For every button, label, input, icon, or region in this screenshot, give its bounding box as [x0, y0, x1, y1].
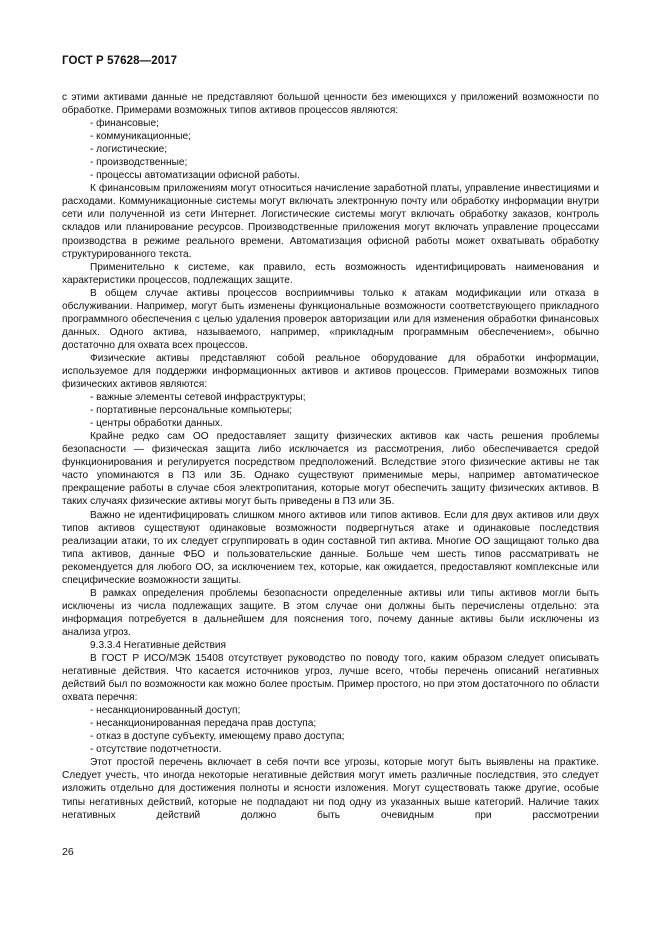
list-item: - несанкционированная передача прав доступа; [90, 718, 317, 730]
standard-code-header: ГОСТ Р 57628—2017 [62, 55, 178, 67]
paragraph: В рамках определения проблемы безопасности определенные активы или типы активов могли быть исключены из числа подлежащих защите. В этом случае они должны быть перечислены отдельно: эта информация потребуется в дальнейшем для пояснения того, почему данные активы были исключены из анализа угроз. [62, 587, 599, 638]
paragraph: К финансовым приложениям могут относиться начисление заработной платы, управление инвестициями и расходами. Коммуникационные системы могут включать электронную почту или обработку информации внутри сети или полученной из сети Интернет. Логистические системы могут включать обработку заказов, контроль складов или планирование ресурсов. Производственные приложения могут включать управление процессами производства в режиме реального времени. Автоматизация офисной работы может охватывать обработку структурированного текста. [62, 183, 599, 260]
body-text [62, 91, 599, 822]
paragraph: Применительно к системе, как правило, есть возможность идентифицировать наименования и характеристики процессов, подлежащих защите. [62, 261, 599, 286]
paragraph: 9.3.3.4 Негативные действия [90, 639, 226, 651]
paragraph: Важно не идентифицировать слишком много активов или типов активов. Если для двух активов или двух типов активов существуют одинаковые возможности подвергнуться атаке и одинаковые последствия реализации атаки, то их следует сгруппировать в один составной тип актива. Многие ОО защищают только два типа активов, данные ФБО и пользовательские данные. Больше чем шесть типов рассматривать не рекомендуется для любого ОО, за исключением тех, которые, как ожидается, предоставляют комплексные или специфические возможности защиты. [62, 509, 599, 586]
paragraph: Этот простой перечень включает в себя почти все угрозы, которые могут быть выявлены на практике. Следует учесть, что иногда некоторые негативные действия могут иметь различные последствия, это следует изложить отдельно для достижения полноты и ясности изложения. Могут существовать также другие, особые типы негативных действий, которые не подпадают ни под одну из указанных выше категорий. Наличие таких негативных действий должно быть очевидным при рассмотрении [62, 757, 599, 821]
list-item: - процессы автоматизации офисной работы. [90, 170, 300, 182]
list-item: - несанкционированный доступ; [90, 705, 241, 717]
paragraph: Физические активы представляют собой реальное оборудование для обработки информации, используемое для поддержки информационных активов и активов процессов. Примерами возможных типов физических активов являются: [62, 352, 599, 391]
paragraph: Крайне редко сам ОО предоставляет защиту физических активов как часть решения проблемы безопасности — физическая защита либо исключается из рассмотрения, либо обеспечивается средой функционирования и регулируется посредством предположений. Вследствие этого физические активы не так часто упоминаются в ПЗ или ЗБ. Однако существуют применимые меры, например автоматическое прекращение работы в случае сбоя электропитания, которые могут обеспечить защиту физических активов. В таких случаях физические активы могут быть приведены в ПЗ или ЗБ. [62, 431, 599, 508]
list-item: - центры обработки данных. [90, 418, 223, 430]
list-item: - финансовые; [90, 118, 159, 130]
list-item: - отказ в доступе субъекту, имеющему право доступа; [90, 731, 345, 743]
list-item: - коммуникационные; [90, 131, 191, 143]
list-item: - производственные; [90, 157, 188, 169]
paragraph: В общем случае активы процессов восприимчивы только к атакам модификации или отказа в обслуживании. Например, могут быть изменены функциональные возможности соответствующего прикладного программного обеспечения с целью удаления проверок авторизации или для изменения обработки финансовых данных. Одного актива, называемого, например, «прикладным программным обеспечением», обычно достаточно для охвата всех процессов. [62, 287, 599, 351]
list-item: - важные элементы сетевой инфраструктуры; [90, 392, 306, 404]
page-number: 26 [62, 846, 74, 858]
paragraph: с этими активами данные не представляют большой ценности без имеющихся у приложений возможности по обработке. Примерами возможных типов активов процессов являются: [62, 92, 599, 117]
paragraph: В ГОСТ Р ИСО/МЭК 15408 отсутствует руководство по поводу того, каким образом следует описывать негативные действия. Что касается источников угроз, лучше всего, чтобы перечень описаний негативных действий был по возможности как можно более простым. Пример простого, но при этом достаточного по области охвата перечня: [62, 653, 599, 704]
list-item: - отсутствие подотчетности. [90, 744, 222, 756]
list-item: - логистические; [90, 144, 168, 156]
list-item: - портативные персональные компьютеры; [90, 405, 293, 417]
